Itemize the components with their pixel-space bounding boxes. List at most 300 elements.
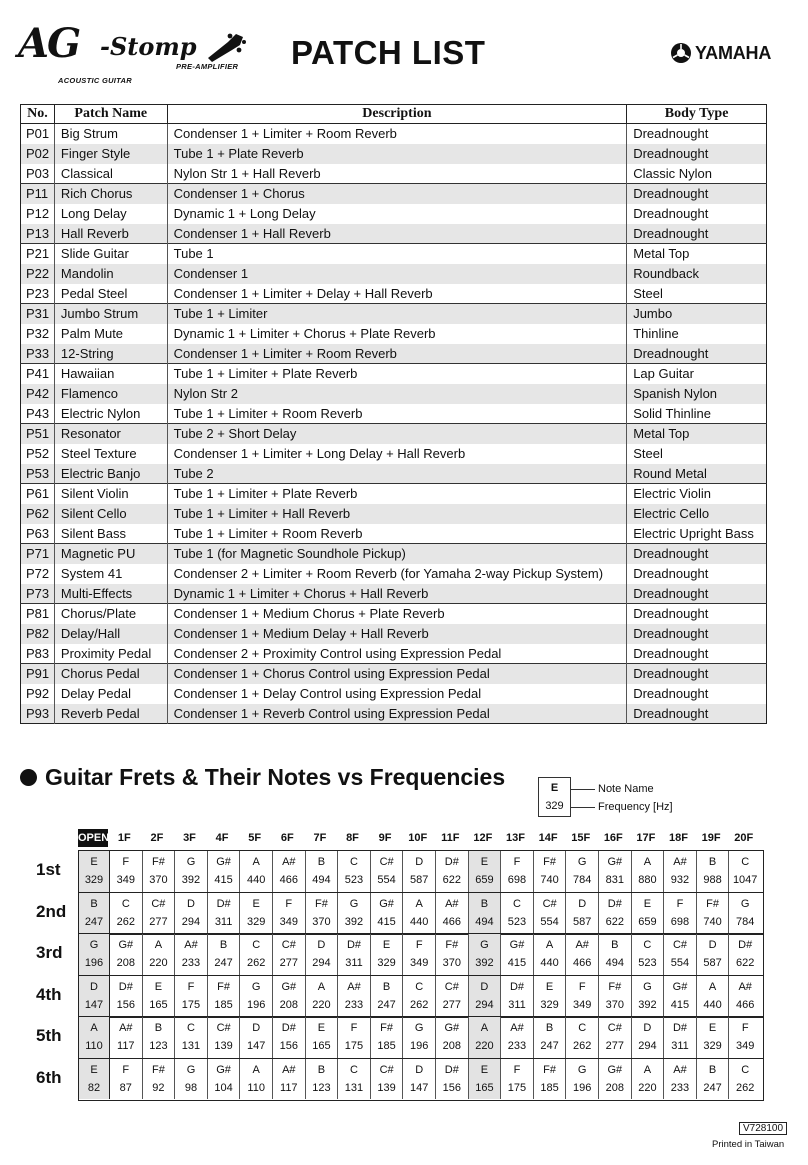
patch-body: Electric Upright Bass — [627, 524, 767, 544]
note-cell — [663, 976, 696, 1017]
note-name: F — [578, 980, 586, 993]
note-name: C — [578, 1022, 587, 1034]
note-cell — [142, 976, 175, 1017]
patch-name: Rich Chorus — [54, 184, 167, 204]
note-name: G — [186, 856, 196, 868]
note-frequency: 587 — [573, 915, 592, 928]
note-name: D — [187, 897, 195, 910]
patch-no: P31 — [21, 304, 55, 324]
note-name: C# — [281, 939, 296, 951]
note-cell — [272, 893, 305, 934]
note-name: E — [90, 856, 98, 868]
note-name: D# — [216, 897, 231, 910]
note-cell — [468, 934, 501, 975]
patch-no: P21 — [21, 244, 55, 264]
note-cell — [468, 1059, 501, 1100]
note-name: B — [611, 939, 619, 951]
note-cell — [239, 976, 272, 1017]
note-name: A — [708, 980, 717, 993]
patch-no: P82 — [21, 624, 55, 644]
note-cell — [142, 851, 175, 892]
note-cell — [370, 1017, 403, 1058]
note-frequency: 92 — [152, 1081, 165, 1094]
note-cell — [402, 893, 435, 934]
note-cell — [174, 1017, 207, 1058]
patch-no: P81 — [21, 604, 55, 624]
note-cell — [109, 893, 142, 934]
note-name: C — [741, 856, 750, 868]
note-name: F# — [608, 980, 622, 993]
patch-row — [21, 504, 767, 524]
note-name: D — [480, 980, 489, 993]
note-name: E — [545, 980, 554, 993]
note-frequency: 196 — [247, 998, 266, 1011]
patch-no: P72 — [26, 566, 50, 581]
column-header-no: No. — [21, 105, 55, 124]
patch-desc: Dynamic 1 + Long Delay — [167, 204, 627, 224]
patch-body: Metal Top — [627, 424, 767, 444]
yamaha-brand — [670, 42, 771, 64]
note-name: C — [643, 939, 652, 951]
note-cell — [272, 934, 305, 975]
note-frequency: 466 — [573, 957, 592, 969]
patch-body: Steel — [627, 444, 767, 464]
note-cell — [79, 1017, 109, 1058]
patch-name: Silent Cello — [54, 504, 167, 524]
patch-row — [21, 604, 767, 624]
patch-row — [21, 464, 767, 484]
patch-no: P02 — [21, 144, 55, 164]
note-name: D — [708, 939, 717, 951]
patch-desc: Condenser 1 + Delay Control using Expression Pedal — [167, 684, 627, 704]
patch-desc: Tube 1 + Limiter + Plate Reverb — [167, 364, 627, 384]
note-name: E — [382, 939, 391, 951]
string-label: 6th — [36, 1067, 62, 1087]
note-cell — [500, 934, 533, 975]
note-name: F# — [543, 856, 557, 868]
note-name: G# — [672, 980, 688, 993]
note-name: F# — [543, 1063, 557, 1076]
note-name: C# — [672, 939, 688, 951]
note-cell — [435, 893, 468, 934]
patch-body: Metal Top — [627, 244, 767, 264]
patch-row — [21, 584, 767, 604]
note-frequency: 370 — [149, 874, 168, 886]
legend-frequency: 329 — [545, 800, 564, 812]
note-cell — [565, 1059, 598, 1100]
note-cell — [565, 1017, 598, 1058]
note-name: C — [121, 897, 130, 910]
note-name: D# — [738, 939, 753, 951]
note-cell — [631, 893, 664, 934]
note-name: F — [513, 1063, 521, 1076]
note-frequency: 185 — [377, 1040, 396, 1052]
note-cell — [337, 851, 370, 892]
ag-stomp-logo — [18, 18, 243, 88]
string-label: 1st — [36, 860, 61, 879]
patch-name: Mandolin — [54, 264, 167, 284]
patch-desc: Condenser 1 + Limiter + Room Reverb — [167, 124, 627, 144]
patch-row — [21, 344, 767, 364]
legend-frequency-label: Frequency [Hz] — [598, 801, 673, 813]
fret-header: 20F — [734, 832, 754, 844]
patch-body: Dreadnought — [627, 704, 767, 724]
note-cell — [663, 893, 696, 934]
patch-name: Hawaiian — [54, 364, 167, 384]
note-cell — [696, 851, 729, 892]
note-name: C — [350, 1063, 358, 1076]
note-frequency: 466 — [736, 998, 755, 1011]
note-name: D# — [118, 980, 133, 993]
patch-row — [21, 404, 767, 424]
note-frequency: 294 — [638, 1040, 657, 1052]
patch-name: Multi-Effects — [54, 584, 167, 604]
note-cell — [533, 1059, 566, 1100]
note-frequency: 554 — [670, 957, 690, 969]
note-name: B — [219, 939, 228, 951]
note-name: E — [90, 1063, 98, 1076]
column-header-body-type: Body Type — [627, 105, 767, 124]
note-cell — [533, 976, 566, 1017]
note-frequency: 262 — [573, 1040, 592, 1052]
note-name: B — [708, 1063, 717, 1076]
note-name: D# — [444, 1063, 459, 1076]
patch-desc: Condenser 1 + Limiter + Long Delay + Hall Reverb — [167, 444, 627, 464]
patch-desc: Tube 1 (for Magnetic Soundhole Pickup) — [167, 544, 627, 564]
note-cell — [239, 893, 272, 934]
note-frequency: 440 — [247, 874, 266, 886]
note-name: E — [708, 1022, 717, 1034]
note-name: B — [480, 897, 489, 910]
note-frequency: 740 — [703, 915, 722, 928]
note-name: G# — [216, 1063, 231, 1076]
note-name: B — [317, 856, 326, 868]
patch-name: Reverb Pedal — [54, 704, 167, 724]
patch-desc: Condenser 1 + Chorus — [167, 184, 627, 204]
note-name: C# — [379, 1063, 394, 1076]
note-name: A — [415, 897, 423, 910]
note-frequency: 494 — [475, 915, 494, 928]
note-cell — [631, 851, 664, 892]
string-label: 5th — [36, 1026, 62, 1045]
logo-pre-amplifier: PRE-AMPLIFIER — [176, 62, 239, 71]
note-cell — [207, 934, 240, 975]
note-name: D — [252, 1022, 261, 1034]
patch-no: P93 — [21, 704, 55, 724]
note-frequency: 220 — [475, 1040, 494, 1052]
patch-desc: Tube 1 + Limiter + Room Reverb — [167, 524, 627, 544]
note-name: F — [350, 1022, 358, 1034]
patch-desc: Nylon Str 1 + Hall Reverb — [167, 164, 627, 184]
note-cell — [370, 934, 403, 975]
note-frequency: 329 — [247, 915, 266, 928]
patch-name: Delay/Hall — [54, 624, 167, 644]
fret-header: 3F — [183, 832, 196, 844]
note-cell — [305, 976, 338, 1017]
note-frequency: 622 — [736, 957, 755, 969]
patch-body: Dreadnought — [627, 604, 767, 624]
patch-desc: Condenser 2 + Proximity Control using Expression Pedal — [167, 644, 627, 664]
note-frequency: 659 — [475, 874, 494, 886]
patch-body: Dreadnought — [627, 204, 767, 224]
note-cell — [109, 934, 142, 975]
note-cell — [598, 893, 631, 934]
patch-no: P73 — [21, 584, 55, 604]
note-name: D — [415, 856, 424, 868]
note-frequency: 740 — [540, 874, 559, 886]
note-cell — [565, 851, 598, 892]
fret-header: 10F — [408, 832, 428, 844]
note-name: E — [643, 897, 652, 910]
patch-no: P33 — [21, 344, 55, 364]
note-name: A — [90, 1022, 98, 1034]
patch-name: Chorus Pedal — [54, 664, 167, 684]
note-frequency: 554 — [540, 915, 559, 928]
note-cell — [239, 1059, 272, 1100]
note-cell — [109, 1017, 142, 1058]
note-cell — [696, 976, 729, 1017]
note-name: A# — [445, 897, 459, 910]
note-frequency: 349 — [116, 874, 135, 886]
patch-desc: Condenser 1 + Limiter + Delay + Hall Reverb — [167, 284, 627, 304]
note-frequency: 698 — [507, 874, 527, 886]
note-name: F — [415, 939, 423, 951]
patch-row — [21, 324, 767, 344]
note-frequency: 208 — [279, 998, 298, 1011]
note-frequency: 622 — [605, 915, 624, 928]
note-cell — [598, 1017, 631, 1058]
note-frequency: 156 — [116, 998, 135, 1011]
note-name: A# — [738, 980, 752, 993]
patch-name: Silent Bass — [54, 524, 167, 544]
fret-header-open: OPEN — [78, 829, 108, 847]
fret-header: 18F — [669, 832, 688, 844]
note-name: B — [382, 980, 391, 993]
note-frequency: 415 — [670, 998, 690, 1011]
note-frequency: 233 — [181, 957, 201, 969]
patch-desc: Tube 2 + Short Delay — [167, 424, 627, 444]
note-frequency: 117 — [117, 1040, 135, 1052]
note-name: D# — [672, 1022, 688, 1034]
patch-row — [21, 424, 767, 444]
legend-pointer-frequency — [571, 807, 595, 808]
note-frequency: 523 — [507, 915, 527, 928]
note-cell — [598, 934, 631, 975]
patch-name: Resonator — [54, 424, 167, 444]
note-frequency: 698 — [670, 915, 690, 928]
note-name: A# — [673, 1063, 687, 1076]
note-cell — [305, 934, 338, 975]
note-frequency: 147 — [84, 998, 104, 1011]
note-frequency: 110 — [247, 1081, 265, 1094]
note-frequency: 329 — [377, 957, 396, 969]
fret-header: 16F — [603, 832, 623, 844]
note-cell — [174, 934, 207, 975]
column-header-description: Description — [167, 105, 627, 124]
patch-name: Big Strum — [54, 124, 167, 144]
note-name: D# — [444, 856, 459, 868]
note-name: G — [186, 1063, 196, 1076]
patch-name: Flamenco — [54, 384, 167, 404]
patch-row — [21, 384, 767, 404]
note-cell — [272, 1017, 305, 1058]
fret-header: 1F — [117, 832, 131, 844]
fret-header: 13F — [506, 832, 525, 844]
note-frequency: 139 — [377, 1081, 396, 1094]
patch-no: P63 — [26, 525, 50, 541]
note-cell — [435, 976, 468, 1017]
patch-name: Chorus/Plate — [54, 604, 167, 624]
note-name: A — [317, 980, 326, 993]
patch-name: Magnetic PU — [54, 544, 167, 564]
patch-name: Proximity Pedal — [54, 644, 167, 664]
note-frequency: 349 — [279, 915, 298, 928]
note-frequency: 147 — [247, 1040, 266, 1052]
bullet-icon — [20, 769, 37, 786]
note-frequency: 123 — [312, 1081, 331, 1094]
note-name: D — [578, 897, 587, 910]
note-frequency: 370 — [442, 957, 461, 969]
note-frequency: 311 — [508, 998, 526, 1011]
note-cell — [142, 934, 175, 975]
patch-no: P51 — [21, 424, 55, 444]
note-name: F — [187, 980, 195, 993]
frets-section-title — [20, 764, 505, 791]
note-name: G# — [216, 856, 231, 868]
note-name: G — [251, 980, 261, 993]
patch-name: Long Delay — [54, 204, 167, 224]
fret-header: 2F — [150, 832, 164, 844]
note-name: C — [741, 1063, 750, 1076]
patch-row — [21, 664, 767, 684]
patch-name: Electric Nylon — [54, 404, 167, 424]
note-frequency: 147 — [410, 1081, 429, 1094]
patch-row — [21, 624, 767, 644]
note-cell — [109, 976, 142, 1017]
patch-body: Dreadnought — [627, 644, 767, 664]
note-name: B — [90, 897, 98, 910]
fret-header: 19F — [701, 832, 721, 844]
patch-no: P42 — [21, 384, 55, 404]
note-name: E — [317, 1022, 326, 1034]
note-frequency: 440 — [540, 957, 559, 969]
note-name: D# — [281, 1022, 296, 1034]
note-cell — [337, 934, 370, 975]
patch-desc: Tube 1 + Limiter + Room Reverb — [167, 404, 627, 424]
note-frequency: 233 — [344, 998, 364, 1011]
patch-name: Pedal Steel — [54, 284, 167, 304]
note-name: C# — [151, 897, 166, 910]
fret-header: 5F — [248, 832, 262, 844]
note-frequency: 294 — [475, 998, 494, 1011]
patch-row — [21, 564, 767, 584]
note-frequency: 988 — [703, 874, 722, 886]
note-name: G# — [118, 939, 134, 951]
note-name: F# — [314, 897, 328, 910]
legend-pointer-note — [571, 789, 595, 790]
patch-row — [21, 444, 767, 464]
patch-no: P83 — [26, 645, 50, 661]
note-name: G — [577, 856, 587, 868]
patch-table-header — [21, 105, 767, 124]
note-name: F# — [151, 1063, 165, 1076]
patch-row — [21, 264, 767, 284]
note-name: C# — [379, 856, 394, 868]
note-frequency: 392 — [344, 915, 364, 928]
patch-desc: Dynamic 1 + Limiter + Chorus + Plate Reverb — [167, 324, 627, 344]
note-name: A# — [510, 1022, 524, 1034]
patch-no: P71 — [21, 544, 55, 564]
note-name: D — [90, 980, 98, 993]
note-name: B — [545, 1022, 554, 1034]
note-cell — [239, 851, 272, 892]
note-frequency: 932 — [670, 874, 690, 886]
patch-body: Dreadnought — [627, 544, 767, 564]
note-cell — [174, 893, 207, 934]
note-name: C# — [607, 1022, 622, 1034]
patch-desc: Tube 1 + Limiter + Hall Reverb — [167, 504, 627, 524]
note-name: G# — [509, 939, 525, 951]
patch-name: Electric Banjo — [54, 464, 167, 484]
note-name: A# — [119, 1022, 133, 1034]
note-name: B — [317, 1063, 326, 1076]
note-cell — [337, 1017, 370, 1058]
patch-row — [21, 184, 767, 204]
note-frequency: 277 — [442, 998, 461, 1011]
yamaha-tuning-fork-icon — [670, 42, 692, 64]
note-name: G — [577, 1063, 587, 1076]
fret-header: 12F — [473, 832, 493, 844]
note-cell — [370, 893, 403, 934]
note-cell — [370, 976, 403, 1017]
fret-note-grid — [78, 850, 764, 1101]
note-frequency: 415 — [214, 874, 233, 886]
patch-body: Jumbo — [627, 304, 767, 324]
patch-name: 12-String — [54, 344, 167, 364]
note-cell — [663, 1059, 696, 1100]
patch-desc: Tube 2 — [167, 464, 627, 484]
patch-desc: Condenser 1 + Medium Chorus + Plate Reverb — [167, 604, 627, 624]
note-name: F — [741, 1022, 749, 1034]
patch-desc: Condenser 1 + Limiter + Room Reverb — [167, 344, 627, 364]
patch-body: Round Metal — [627, 464, 767, 484]
note-cell — [663, 851, 696, 892]
patch-row — [21, 524, 767, 544]
note-cell — [631, 976, 664, 1017]
note-frequency: 294 — [181, 915, 201, 928]
note-cell — [305, 851, 338, 892]
note-frequency: 277 — [605, 1040, 624, 1052]
patch-body: Steel — [627, 284, 767, 304]
note-frequency: 131 — [181, 1040, 201, 1052]
note-cell — [565, 893, 598, 934]
note-frequency: 277 — [149, 915, 168, 928]
note-frequency: 262 — [247, 957, 266, 969]
note-frequency: 587 — [703, 957, 722, 969]
note-name: F# — [706, 897, 720, 910]
note-name: G — [414, 1022, 424, 1034]
patch-body: Thinline — [627, 324, 767, 344]
note-frequency: 165 — [149, 998, 168, 1011]
note-name: G# — [444, 1022, 460, 1034]
note-name: A# — [184, 939, 198, 951]
note-name: C — [252, 939, 261, 951]
patch-body: Dreadnought — [627, 584, 767, 604]
note-frequency: 196 — [573, 1081, 592, 1094]
patch-row — [21, 304, 767, 324]
note-frequency: 220 — [638, 1081, 657, 1094]
note-frequency: 117 — [280, 1081, 298, 1094]
